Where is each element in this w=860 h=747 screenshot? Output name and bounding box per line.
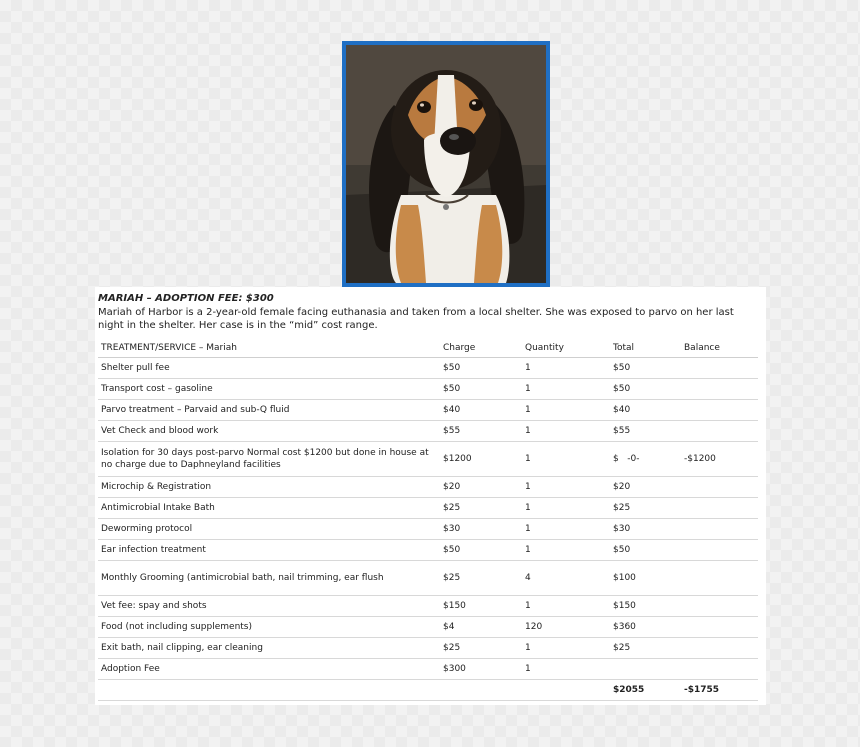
header-service: TREATMENT/SERVICE – Mariah	[98, 338, 440, 358]
cell-balance	[681, 421, 758, 442]
table-row	[98, 596, 758, 617]
cell-charge: $25	[440, 498, 522, 519]
cell-quantity: 1	[522, 540, 610, 561]
cell-quantity: 1	[522, 421, 610, 442]
cell-charge: $25	[440, 638, 522, 659]
cell-quantity: 1	[522, 659, 610, 680]
cell-service: Monthly Grooming (antimicrobial bath, nail trimming, ear flush	[98, 561, 440, 596]
cell-balance	[681, 596, 758, 617]
cell-charge: $40	[440, 400, 522, 421]
cell-service: Shelter pull fee	[98, 358, 440, 379]
cell-service: Microchip & Registration	[98, 477, 440, 498]
cell-quantity: 4	[522, 561, 610, 596]
cell-quantity: 1	[522, 596, 610, 617]
cell-charge: $1200	[440, 442, 522, 477]
cell-charge: $55	[440, 421, 522, 442]
cell-service: Vet fee: spay and shots	[98, 596, 440, 617]
cell-total: $55	[610, 421, 681, 442]
cell-balance	[681, 659, 758, 680]
cell-total	[610, 659, 681, 680]
cell-service: Isolation for 30 days post-parvo Normal cost $1200 but done in house at no charge due to Daphneyland facilities	[98, 442, 440, 477]
dog-illustration	[346, 45, 546, 283]
cell-balance	[681, 477, 758, 498]
cell-service: Transport cost – gasoline	[98, 379, 440, 400]
cell-charge: $50	[440, 540, 522, 561]
cell-charge: $50	[440, 379, 522, 400]
table-row	[98, 358, 758, 379]
cell-quantity: 1	[522, 638, 610, 659]
table-header-row	[98, 338, 758, 358]
header-charge: Charge	[440, 338, 522, 358]
cell-charge: $30	[440, 519, 522, 540]
cell-total: $30	[610, 519, 681, 540]
cell-balance	[681, 358, 758, 379]
cell-service: Parvo treatment – Parvaid and sub-Q fluid	[98, 400, 440, 421]
cell-balance	[681, 498, 758, 519]
cell-balance	[681, 638, 758, 659]
table-row	[98, 442, 758, 477]
cell-quantity: 1	[522, 442, 610, 477]
cell-charge: $150	[440, 596, 522, 617]
totals-row	[98, 680, 758, 701]
cell-balance	[681, 617, 758, 638]
dog-photo	[342, 41, 550, 287]
cell-total: $25	[610, 638, 681, 659]
cell-charge: $25	[440, 561, 522, 596]
cell-total: $100	[610, 561, 681, 596]
totals-total: $2055	[610, 680, 681, 701]
cell-quantity: 1	[522, 358, 610, 379]
table-body	[98, 358, 758, 680]
cost-table	[98, 338, 758, 701]
cell-total: $25	[610, 498, 681, 519]
table-row	[98, 477, 758, 498]
cell-charge: $4	[440, 617, 522, 638]
cell-total: $20	[610, 477, 681, 498]
table-row	[98, 561, 758, 596]
cell-service: Adoption Fee	[98, 659, 440, 680]
table-row	[98, 540, 758, 561]
cell-service: Antimicrobial Intake Bath	[98, 498, 440, 519]
cell-balance	[681, 400, 758, 421]
table-row	[98, 379, 758, 400]
cell-total: $ -0-	[610, 442, 681, 477]
cell-total: $40	[610, 400, 681, 421]
cell-balance	[681, 540, 758, 561]
cell-charge: $50	[440, 358, 522, 379]
cell-quantity: 1	[522, 519, 610, 540]
cell-balance: -$1200	[681, 442, 758, 477]
table-row	[98, 421, 758, 442]
cell-balance	[681, 519, 758, 540]
cell-service: Deworming protocol	[98, 519, 440, 540]
cell-quantity: 120	[522, 617, 610, 638]
header-quantity: Quantity	[522, 338, 610, 358]
adoption-fee-document	[95, 287, 766, 705]
cell-balance	[681, 379, 758, 400]
table-row	[98, 400, 758, 421]
totals-label	[98, 680, 440, 701]
document-title: MARIAH – ADOPTION FEE: $300	[98, 293, 274, 304]
cell-service: Vet Check and blood work	[98, 421, 440, 442]
header-total: Total	[610, 338, 681, 358]
cell-total: $50	[610, 540, 681, 561]
cell-quantity: 1	[522, 400, 610, 421]
cell-balance	[681, 561, 758, 596]
cell-total: $360	[610, 617, 681, 638]
document-intro: Mariah of Harbor is a 2-year-old female facing euthanasia and taken from a local shelter. She was exposed to parvo on her last night in the shelter. Her case is in the “mid” cost range.	[98, 307, 734, 331]
totals-balance: -$1755	[681, 680, 758, 701]
cell-quantity: 1	[522, 477, 610, 498]
header-balance: Balance	[681, 338, 758, 358]
cell-quantity: 1	[522, 498, 610, 519]
table-row	[98, 519, 758, 540]
cell-service: Ear infection treatment	[98, 540, 440, 561]
cell-charge: $300	[440, 659, 522, 680]
cell-service: Exit bath, nail clipping, ear cleaning	[98, 638, 440, 659]
cell-quantity: 1	[522, 379, 610, 400]
table-row	[98, 659, 758, 680]
table-row	[98, 638, 758, 659]
table-row	[98, 498, 758, 519]
cell-charge: $20	[440, 477, 522, 498]
cell-total: $150	[610, 596, 681, 617]
cell-total: $50	[610, 358, 681, 379]
cell-service: Food (not including supplements)	[98, 617, 440, 638]
table-row	[98, 617, 758, 638]
cell-total: $50	[610, 379, 681, 400]
